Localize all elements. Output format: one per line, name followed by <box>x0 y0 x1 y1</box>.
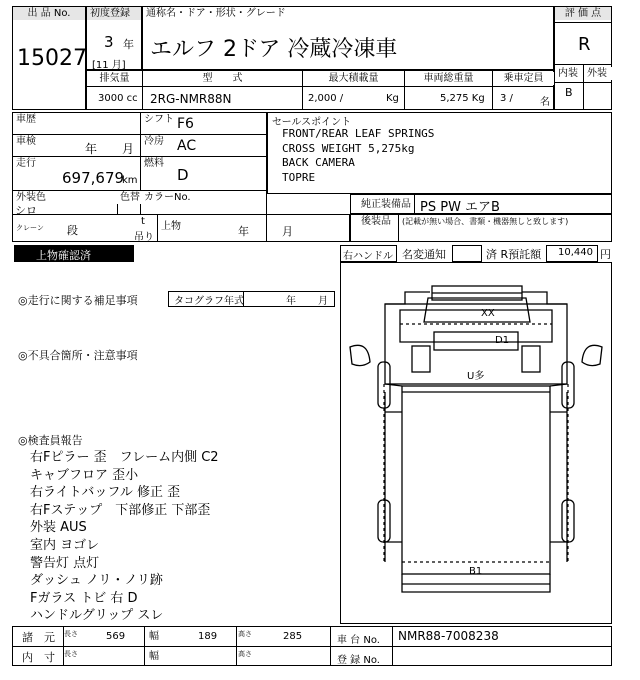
color-label: 外装色 <box>13 191 49 204</box>
inspector-report-line: ダッシュ ノリ・ノリ跡 <box>30 573 163 589</box>
recycle-value: 10,440 <box>558 247 593 258</box>
model-name-label: 通称名・ドア・形状・グレード <box>143 7 343 20</box>
color-number-label: カラーNo. <box>141 191 194 204</box>
height-value: 285 <box>283 631 303 642</box>
damage-mark-b1: B1 <box>469 566 483 577</box>
shift-label: シフト <box>141 113 177 126</box>
grade-label: 評 価 点 <box>555 7 611 20</box>
damage-mark-u: U多 <box>467 371 485 382</box>
equipment-value: PS PW エアB <box>420 200 500 215</box>
body-month: 月 <box>282 225 293 238</box>
capacity-value: 3 / <box>500 93 513 104</box>
inspector-report-line: Fガラス トビ 右 D <box>30 590 138 606</box>
interior-dimensions-label: 内 寸 <box>22 651 55 664</box>
tachograph-month: 月 <box>318 296 328 307</box>
lot-number-label: 出 品 No. <box>13 7 85 20</box>
inspector-title: ◎検査員報告 <box>18 434 83 447</box>
registration-label: 登 録 No. <box>337 655 380 666</box>
history-label: 車歴 <box>13 113 39 126</box>
gross-weight-label: 車両総重量 <box>405 72 492 85</box>
color-change-label: 色替 <box>117 191 143 204</box>
inspector-report-line: 右Fステップ 下部修正 下部歪 <box>30 502 211 518</box>
exterior-grade-label: 外装 <box>584 67 612 80</box>
sales-point-line: TOPRE <box>282 170 316 184</box>
type-label: 型 式 <box>143 72 302 85</box>
sales-point-line: BACK CAMERA <box>282 156 355 169</box>
first-registration-label: 初度登録 <box>87 7 141 20</box>
body-confirmed-text: 上物確認済 <box>36 249 91 262</box>
body-date-box <box>267 214 350 242</box>
name-change-label: 名変通知 <box>402 248 446 261</box>
chassis-value: NMR88-7008238 <box>398 629 499 643</box>
interior-height-label: 高さ <box>238 650 252 658</box>
running-notes-title: ◎走行に関する補足事項 <box>18 294 138 307</box>
inspector-report-line: 右Fピラー 歪 フレーム内側 C2 <box>30 450 219 465</box>
model-name: エルフ 2ドア 冷蔵冷凍車 <box>150 37 398 62</box>
tachograph-year: 年 <box>286 296 296 307</box>
crane-tons-label: 吊り <box>134 232 154 243</box>
inspection-year: 年 <box>85 142 98 156</box>
inspector-report-line: 右ライトバッフル 修正 歪 <box>30 485 181 501</box>
fuel-value: D <box>177 166 189 184</box>
height-label: 高さ <box>238 630 252 638</box>
dimensions-label: 諸 元 <box>22 631 55 644</box>
fuel-label: 燃料 <box>141 157 167 170</box>
tachograph-label: タコグラフ年式 <box>174 296 244 307</box>
mileage-unit: km <box>122 175 138 186</box>
max-load-unit: Kg <box>386 93 399 104</box>
recycle-unit: 円 <box>600 248 611 261</box>
length-value: 569 <box>106 631 126 642</box>
ac-label: 冷房 <box>141 135 167 148</box>
color-value: シロ <box>15 204 37 217</box>
max-load-value: 2,000 / <box>308 93 344 104</box>
inspector-report-line: キャブフロア 歪小 <box>30 467 139 483</box>
width-label: 幅 <box>146 630 162 643</box>
crane-tiers: 段 <box>67 224 78 237</box>
accessories-label: 後装品 <box>358 215 394 228</box>
interior-grade: B <box>565 86 573 99</box>
damage-mark-xx: XX <box>481 308 495 319</box>
inspector-report-line: 警告灯 点灯 <box>30 555 100 571</box>
inspection-label: 車検 <box>13 135 39 148</box>
sales-points-title: セールスポイント <box>272 117 352 128</box>
equipment-label: 純正装備品 <box>358 198 414 211</box>
inspector-report-line: 室内 ヨゴレ <box>30 538 100 553</box>
displacement-value: 3000 cc <box>98 93 138 104</box>
first-registration-year: 3 <box>104 33 114 51</box>
width-value: 189 <box>198 631 218 642</box>
lot-number: 15027 <box>17 46 87 71</box>
ac-value: AC <box>177 138 197 154</box>
defects-title: ◎不具合箇所・注意事項 <box>18 349 138 362</box>
length-label: 長さ <box>64 630 78 638</box>
interior-length-label: 長さ <box>64 650 78 658</box>
accessories-note: (記載が無い場合、書類・機器無しと致します) <box>402 217 569 226</box>
inspection-month: 月 <box>122 142 135 156</box>
year-unit: 年 <box>123 38 134 51</box>
max-load-label: 最大積載量 <box>303 72 404 85</box>
interior-grade-label: 内装 <box>555 67 583 80</box>
capacity-unit: 名 <box>540 97 550 108</box>
sales-points-list <box>282 127 434 185</box>
name-change-box[interactable] <box>452 245 482 262</box>
shift-value: F6 <box>177 116 194 132</box>
chassis-label: 車 台 No. <box>337 635 380 646</box>
crane-tons-unit: t <box>141 216 145 227</box>
mileage-value: 697,679 <box>62 169 125 187</box>
interior-width-label: 幅 <box>146 650 162 663</box>
inspector-report-line: ハンドルグリップ スレ <box>30 608 164 624</box>
damage-mark-d1: D1 <box>495 335 510 346</box>
mileage-label: 走行 <box>13 157 39 170</box>
type-value: 2RG-NMR88N <box>150 92 232 106</box>
overall-grade: R <box>578 34 591 55</box>
displacement-label: 排気量 <box>87 72 142 85</box>
capacity-label: 乗車定員 <box>493 72 554 85</box>
recycle-label: 済 R預託額 <box>486 248 542 261</box>
gross-weight-value: 5,275 Kg <box>440 93 485 104</box>
sales-point-line: FRONT/REAR LEAF SPRINGS <box>282 127 435 140</box>
first-registration-month: [11 月] <box>92 60 126 71</box>
sales-point-line: CROSS WEIGHT 5,275kg <box>282 141 415 155</box>
steering-value: 右ハンドル <box>343 251 393 262</box>
crane-label: クレーン <box>13 224 47 232</box>
body-year: 年 <box>238 225 249 238</box>
body-label: 上物 <box>158 220 184 233</box>
inspector-report-line: 外装 AUS <box>30 520 87 536</box>
